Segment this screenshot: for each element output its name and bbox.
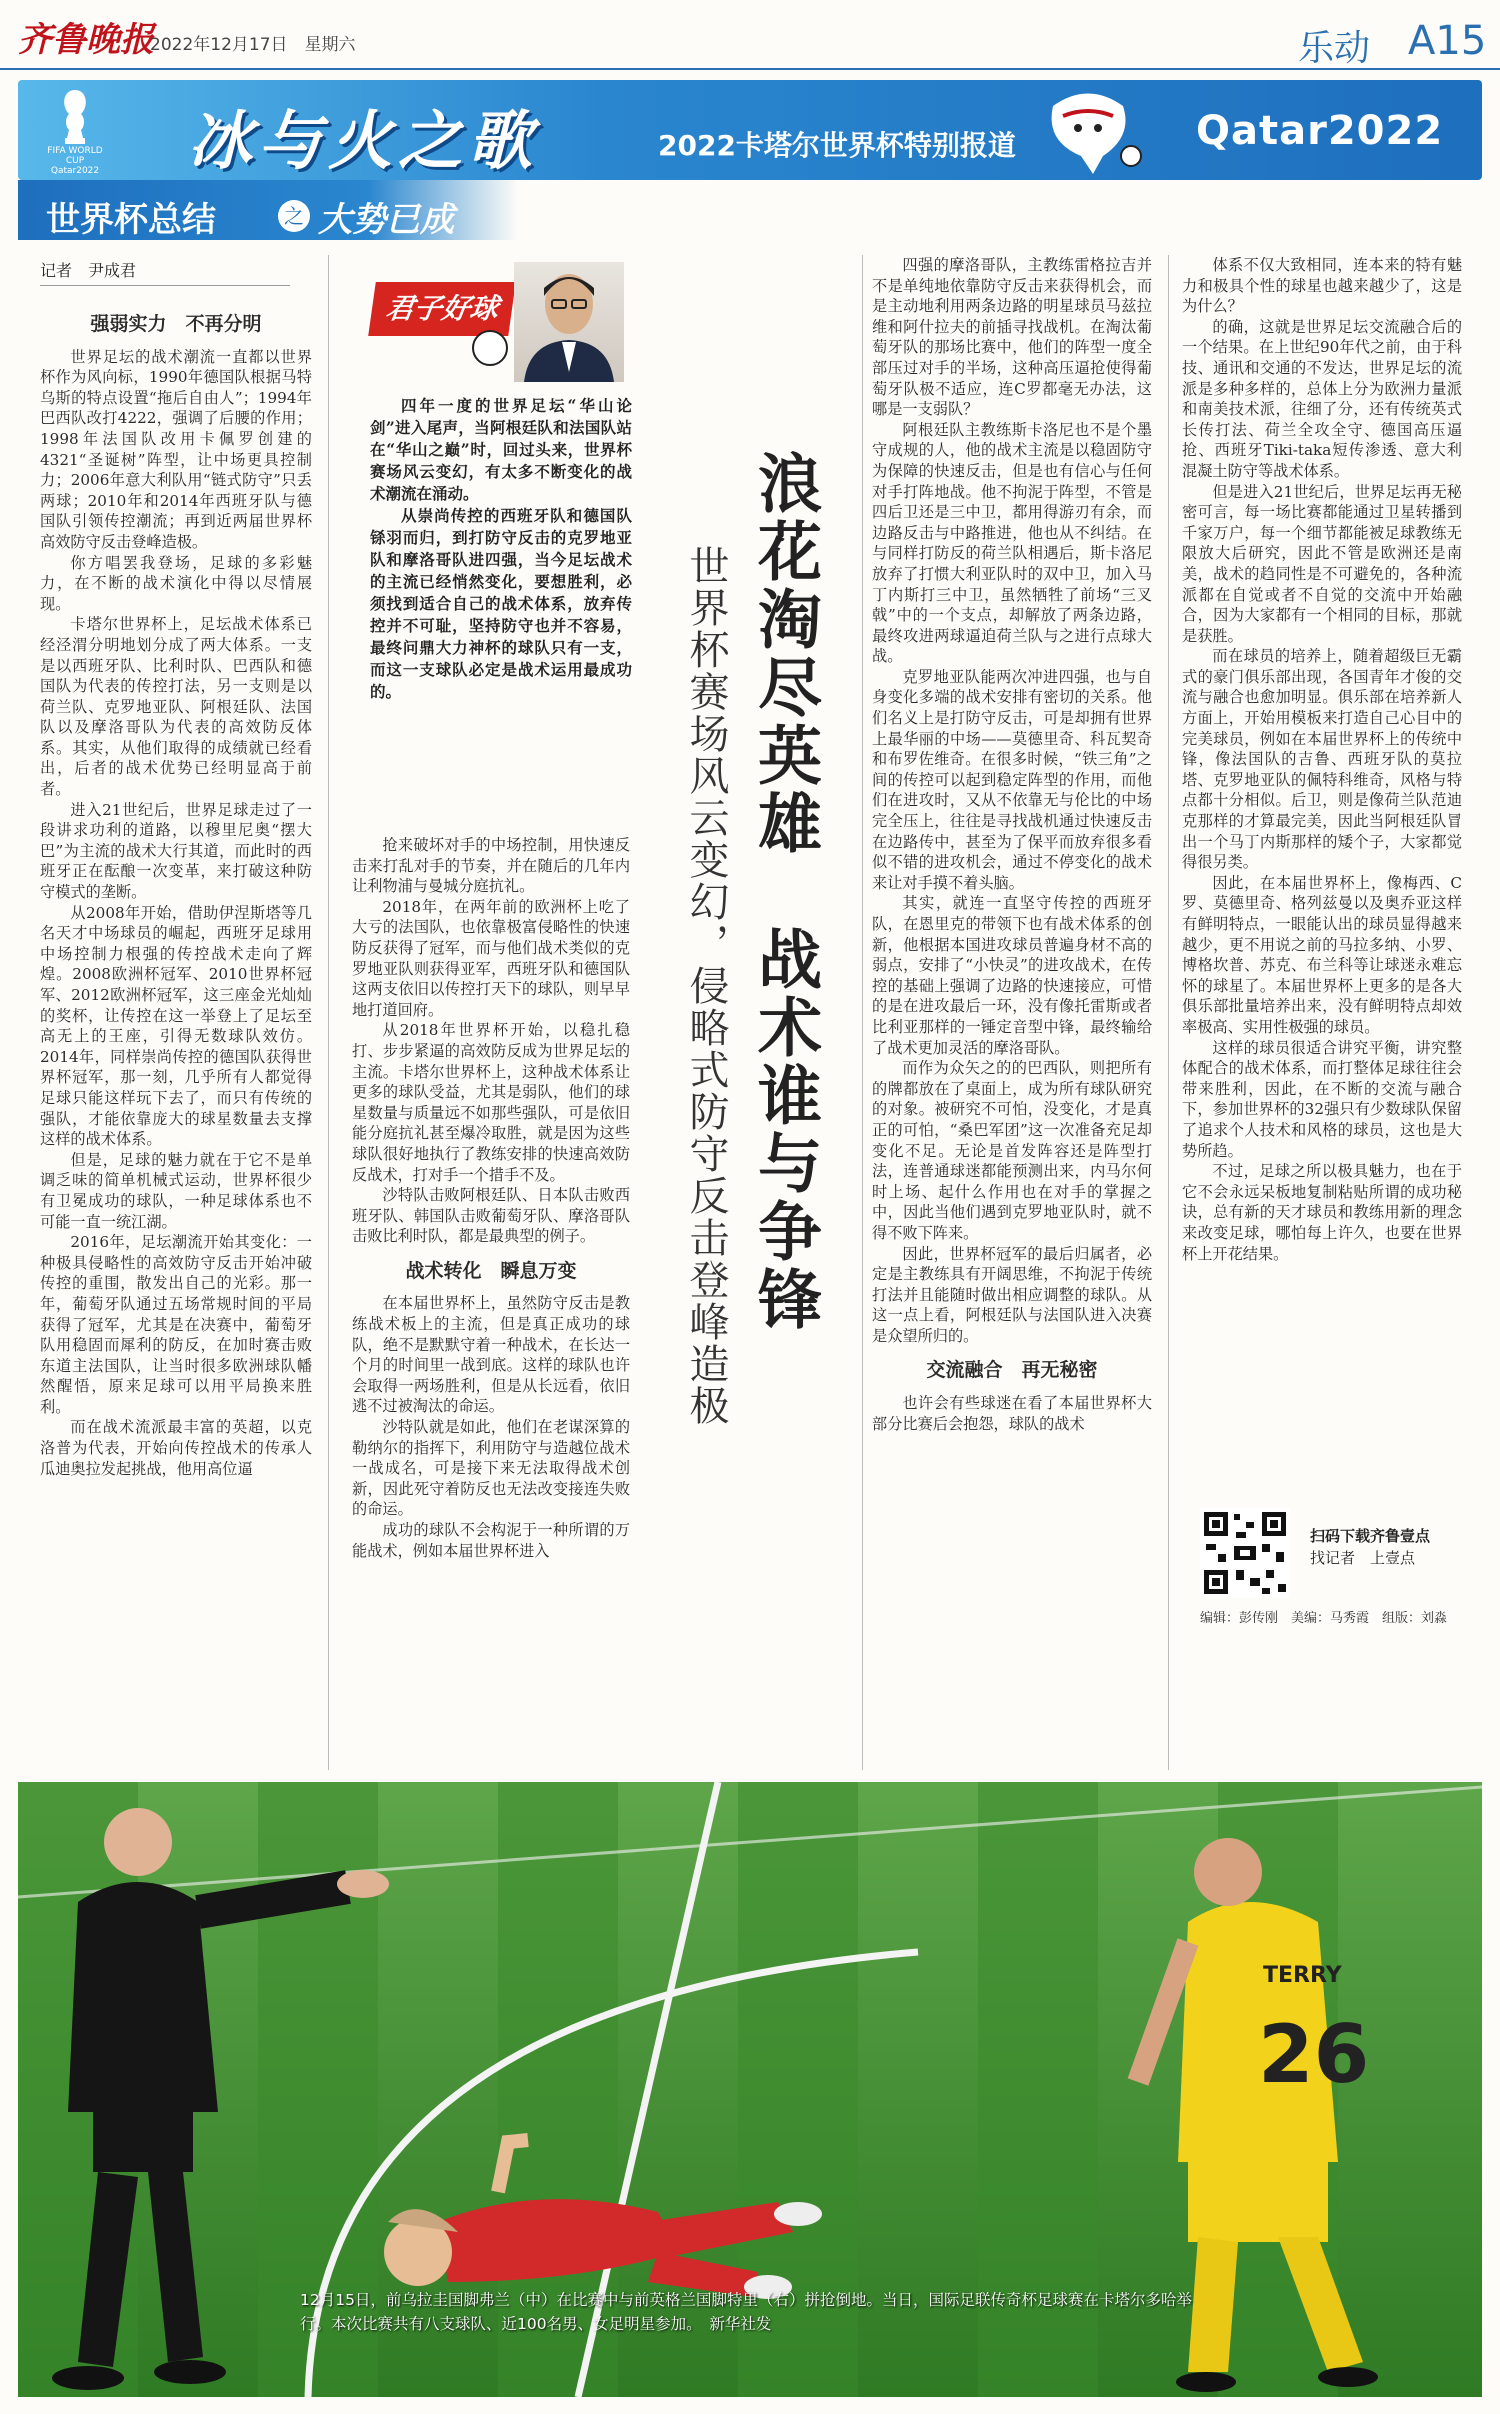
- paragraph: 这样的球员很适合讲究平衡，讲究整体配合的战术体系，而打整体足球往往会带来胜利，因此，在不断的交流与融合下，参加世界杯的32强只有少数球队保留了追求个人技术和风格的球员，这也是大势所趋。: [1182, 1038, 1462, 1160]
- columnist-badge: 君子好球: [368, 282, 516, 336]
- paragraph: 从2018年世界杯开始，以稳扎稳打、步步紧逼的高效防反成为世界足坛的主流。卡塔尔世界杯上，这种战术体系让更多的球队受益，尤其是弱队，他们的球星数量与质量远不如那些强队，可是依旧能分庭抗礼甚至爆冷取胜，就是因为这些球队很好地执行了教练安排的快速高效防反战术，打对手一个措手不及。: [352, 1021, 630, 1184]
- jersey-number: 26: [1258, 2008, 1370, 2101]
- photo-caption: 12月15日，前乌拉圭国脚弗兰（中）在比赛中与前英格兰国脚特里（右）拼抢倒地。当日，国际足联传奇杯足球赛在卡塔尔多哈举行。本次比赛共有八支球队、近100名男、女足明星参加。 新华社发: [300, 2291, 1192, 2333]
- qr-code[interactable]: [1200, 1508, 1290, 1598]
- page-header: [0, 0, 1500, 70]
- column-3-body: [872, 255, 1152, 1346]
- columnist-portrait: [514, 262, 624, 382]
- paragraph: 沙特队就是如此，他们在老谋深算的勒纳尔的指挥下，利用防守与造越位战术一战成名，可是接下来无法取得战术创新，因此死守着防反也无法改变接连失败的命运。: [352, 1418, 630, 1519]
- article-column-4: [1182, 255, 1462, 1264]
- series-banner: [18, 180, 518, 240]
- jersey-name: TERRY: [1263, 1963, 1342, 1988]
- paragraph: 而作为众矢之的的巴西队，则把所有的牌都放在了桌面上，成为所有球队研究的对象。被研究不可怕，没变化，才是真正的可怕，“桑巴军团”这一次准备充足却变化不足。无论是首发阵容还是阵型打法，连普通球迷都能预测出来，内马尔何时上场、起什么作用也在对手的掌握之中，因此当他们遇到克罗地亚队时，就不得不败下阵来。: [872, 1059, 1152, 1242]
- paragraph: 也许会有些球迷在看了本届世界杯大部分比赛后会抱怨，球队的战术: [872, 1394, 1152, 1433]
- page-number: A15: [1408, 18, 1487, 64]
- series-joiner: 之: [278, 200, 310, 232]
- paragraph: 其实，就连一直坚守传控的西班牙队，在恩里克的带领下也有战术体系的创新，他根据本国进攻球员普遍身材不高的弱点，安排了“小快灵”的进攻战术，在传控的基础上强调了边路的快速接应，可惜的是在进攻最后一环，没有像托雷斯或者比利亚那样的一锤定音型中锋，最终输给了战术更加灵活的摩洛哥队。: [872, 894, 1152, 1057]
- paragraph: 在本届世界杯上，虽然防守反击是教练战术板上的主流，但是真正成功的球队，绝不是默默守着一种战术，在长达一个月的时间里一战到底。这样的球队也许会取得一两场胜利，但是从长远看，依旧逃不过被淘汰的命运。: [352, 1294, 630, 1416]
- trophy-icon: [55, 88, 95, 146]
- paragraph: 四强的摩洛哥队，主教练雷格拉吉并不是单纯地依靠防守反击来获得机会，而是主动地利用两条边路的明星球员马兹拉维和阿什拉夫的前插寻找战机。在淘汰葡萄牙队的那场比赛中，他们的阵型一度全部压过对手的半场，这种高压逼抢使得葡萄牙队极不适应，连C罗都毫无办法，这哪是一支弱队？: [872, 256, 1152, 419]
- paragraph: 体系不仅大致相同，连本来的特有魅力和极具个性的球星也越来越少了，这是为什么？: [1182, 256, 1462, 316]
- paragraph: 克罗地亚队能两次冲进四强，也与自身变化多端的战术安排有密切的关系。他们名义上是打防守反击，可是却拥有世界上最华丽的中场——莫德里奇、科瓦契奇和布罗佐维奇。在很多时候，“铁三角”之间的传控可以起到稳定阵型的作用，而他们在进攻时，又从不依靠无与伦比的中场完全压上，往往是寻找战机通过快速反击在边路传中，甚至为了保平而放弃很多看似不错的进攻机会，通过不停变化的战术来让对手摸不着头脑。: [872, 667, 1152, 892]
- mascot-illustration: [1033, 86, 1143, 176]
- paragraph: 沙特队击败阿根廷队、日本队击败西班牙队、韩国队击败葡萄牙队、摩洛哥队击败比利时队，都是最典型的例子。: [352, 1186, 630, 1246]
- column-3-tail: [872, 1393, 1152, 1434]
- logo-line-1: FIFA WORLD CUP: [47, 146, 103, 166]
- sub-headline: 世界杯赛场风云变幻，侵略式防守反击登峰造极: [683, 545, 729, 1427]
- paragraph: 而在球员的培养上，随着超级巨无霸式的豪门俱乐部出现，各国青年才俊的交流与融合也愈加明显。俱乐部在培养新人方面上，开始用模板来打造自己心目中的完美球员，例如在本届世界杯上的传统中锋，像法国队的吉鲁、西班牙队的莫拉塔、克罗地亚队的佩特科维奇，风格与特点都十分相似。后卫，则是像荷兰队范迪克那样的才算最完美，因此当阿根廷队冒出一个马丁内斯那样的矮个子，大家都觉得很另类。: [1182, 647, 1462, 872]
- section-name: 乐动: [1298, 28, 1371, 69]
- column-2-bottom: [352, 1293, 630, 1561]
- logo-line-2: Qatar2022: [50, 166, 100, 176]
- main-headline: 浪花淘尽英雄 战术谁与争锋: [747, 450, 822, 1334]
- qr-caption: [1310, 1525, 1430, 1569]
- newspaper-masthead: 齐鲁晚报: [18, 20, 154, 60]
- column-2-top: [352, 835, 630, 1247]
- paragraph: 2018年，在两年前的欧洲杯上吃了大亏的法国队，也依靠极富侵略性的快速防反获得了冠军，而与他们战术类似的克罗地亚队则获得亚军，西班牙队和德国队这两支依旧以传控打天下的球队，则早早地打道回府。: [352, 897, 630, 1019]
- paragraph: 卡塔尔世界杯上，足坛战术体系已经泾渭分明地划分成了两大体系。一支是以西班牙队、比利时队、巴西队和德国队为代表的传控打法，另一支则是以荷兰队、克罗地亚队、阿根廷队、法国队以及摩洛哥队为代表的高效防反体系。其实，从他们取得的成绩就已经看出，后者的战术优势已经明显高于前者。: [40, 615, 312, 799]
- paragraph: 从2008年开始，借助伊涅斯塔等几名天才中场球员的崛起，西班牙足球用中场控制力根强的传控战术走向了辉煌。2008欧洲杯冠军、2010世界杯冠军、2012欧洲杯冠军，这三座金光灿灿的奖杯，让传控在这一举登上了足坛至高无上的王座，引得无数球队效仿。2014年，同样崇尚传控的德国队获得世界杯冠军，那一刻，几乎所有人都觉得足球只能这样玩下去了，而只有传统的强队，才能依靠庞大的球星数量去支撑这样的战术体系。: [40, 903, 312, 1149]
- paragraph: 2016年，足坛潮流开始其变化：一种极具侵略性的高效防守反击开始冲破传控的重围，散发出自己的光彩。那一年，葡萄牙队通过五场常规时间的平局获得了冠军，尤其是在决赛中，葡萄牙队用稳固而犀利的防反，在加时赛击败东道主法国队，让当时很多欧洲球队幡然醒悟，原来足球可以用平局换来胜利。: [40, 1233, 312, 1416]
- paragraph: 但是，足球的魅力就在于它不是单调乏味的简单机械式运动，世界杯很少有卫冕成功的球队，一种足球体系也不可能一直一统江湖。: [40, 1150, 312, 1231]
- article-column-3: [872, 255, 1152, 1434]
- paragraph: 不过，足球之所以极具魅力，也在于它不会永远呆板地复制粘贴所谓的成功秘诀，总有新的天才球员和教练用新的理念来改变足球，哪怕每上许久，也要在世界杯上开花结果。: [1182, 1162, 1462, 1263]
- section-subhead: 战术转化 瞬息万变: [405, 1259, 577, 1282]
- section-subhead: 交流融合 再无秘密: [926, 1359, 1098, 1382]
- qatar-2022-wordmark: Qatar2022: [1196, 108, 1444, 154]
- series-title-part1: 世界杯总结: [46, 200, 216, 240]
- banner-subtitle: 2022卡塔尔世界杯特别报道: [658, 129, 1016, 162]
- byline: 记者 尹成君: [40, 258, 290, 286]
- section-subhead: 强弱实力 不再分明: [90, 313, 262, 335]
- world-cup-logo: [40, 88, 110, 174]
- paragraph: 世界足坛的战术潮流一直都以世界杯作为风向标，1990年德国队根据马特乌斯的特点设置“拖后自由人”；1994年巴西队改打4222，强调了后腰的作用；1998年法国队改用卡佩罗创建的4321“圣诞树”阵型，让中场更具控制力；2006年意大利队用“链式防守”只丢两球；2010年和2014年西班牙队与德国队引领传控潮流；再到近两届世界杯高效防守反击登峰造极。: [40, 347, 312, 551]
- paragraph: 从崇尚传控的西班牙队和德国队铩羽而归，到打防守反击的克罗地亚队和摩洛哥队进四强，当今足坛战术的主流已经悄然变化，要想胜利，必须找到适合自己的战术体系，放弃传控并不可耻，坚持防守也并不容易，最终问鼎大力神杯的球队只有一支，而这一支球队必定是战术运用最成功的。: [370, 506, 632, 701]
- series-title-part2: 大势已成: [318, 200, 454, 240]
- dateline: 2022年12月17日 星期六: [150, 35, 356, 55]
- paragraph: 而在战术流派最丰富的英超，以克洛普为代表，开始向传控战术的传承人瓜迪奥拉发起挑战，他用高位逼: [40, 1418, 312, 1478]
- qr-caption-line1: 扫码下载齐鲁壹点: [1310, 1527, 1431, 1545]
- feature-banner: [18, 80, 1482, 180]
- article-column-2: [352, 835, 630, 1561]
- football-icon: [472, 330, 508, 366]
- paragraph: 抢来破坏对手的中场控制，用快速反击来打乱对手的节奏，并在随后的几年内让利物浦与曼城分庭抗礼。: [352, 836, 630, 896]
- column-divider: [862, 255, 863, 1770]
- article-column-1: [40, 300, 312, 1479]
- paragraph: 因此，在本届世界杯上，像梅西、C罗、莫德里奇、格列兹曼以及奥乔亚这样有鲜明特点，一眼能认出的球员显得越来越少，更不用说之前的马拉多纳、小罗、博格坎普、苏克、布兰科等让球迷永难忘怀的球星了。本届世界杯上更多的是各大俱乐部批量培养出来，没有鲜明特点却效率极高、实用性极强的球员。: [1182, 873, 1462, 1036]
- editorial-credits: 编辑：彭传刚 美编：马秀霞 组版：刘淼: [1200, 1611, 1448, 1626]
- paragraph: 的确，这就是世界足坛交流融合后的一个结果。在上世纪90年代之前，由于科技、通讯和交通的不发达，世界足坛的流派是多种多样的，总体上分为欧洲力量派和南美技术派，往细了分，还有传统英式长传打法、荷兰全攻全守、德国高压逼抢、西班牙Tiki-taka短传渗透、意大利混凝土防守等战术体系。: [1182, 317, 1462, 480]
- paragraph: 四年一度的世界足坛“华山论剑”进入尾声，当阿根廷队和法国队站在“华山之巅”时，回过头来，世界杯赛场风云变幻，有太多不断变化的战术潮流在涌动。: [370, 396, 632, 503]
- column-divider: [328, 255, 329, 1770]
- paragraph: 阿根廷队主教练斯卡洛尼也不是个墨守成规的人，他的战术主流是以稳固防守为保障的快速反击，但是也有信心与任何对手打阵地战。他不拘泥于阵型，不管是四后卫还是三中卫，都用得游刃有余，而边路反击与中路推进，他也从不纠结。在与同样打防反的荷兰队相遇后，斯卡洛尼放弃了打惯大利亚队时的双中卫，加入马丁内斯打三中卫，虽然牺牲了前场“三叉戟”中的一个支点，却解放了两条边路，最终攻进两球逼迫荷兰队与之进行点球大战。: [872, 420, 1152, 666]
- paragraph: 但是进入21世纪后，世界足坛再无秘密可言，每一场比赛都能通过卫星转播到千家万户，每一个细节都能被足球教练无限放大后研究，因此不管是欧洲还是南美，战术的趋同性是不可避免的，各种流派都在自觉或者不自觉的交流中开始融合，因为大家都有一个相同的目标，那就是获胜。: [1182, 482, 1462, 645]
- paragraph: 你方唱罢我登场，足球的多彩魅力，在不断的战术演化中得以尽情展现。: [40, 553, 312, 613]
- column-divider: [1168, 255, 1169, 1770]
- paragraph: 成功的球队不会构泥于一种所谓的万能战术，例如本届世界杯进入: [352, 1521, 630, 1560]
- qr-caption-line2: 找记者 上壹点: [1310, 1549, 1416, 1567]
- banner-title: 冰与火之歌: [188, 104, 538, 179]
- columnist-box: [372, 262, 630, 382]
- paragraph: 因此，世界杯冠军的最后归属者，必定是主教练具有开阔思维，不拘泥于传统打法并且能随时做出相应调整的球队。从这一点上看，阿根廷队与法国队进入决赛是众望所归的。: [872, 1244, 1152, 1345]
- article-lead: [370, 395, 632, 703]
- paragraph: 进入21世纪后，世界足球走过了一段讲求功利的道路，以穆里尼奥“摆大巴”为主流的战术大行其道，而此时的西班牙正在酝酿一次变革，来打破这种防守模式的垄断。: [40, 800, 312, 902]
